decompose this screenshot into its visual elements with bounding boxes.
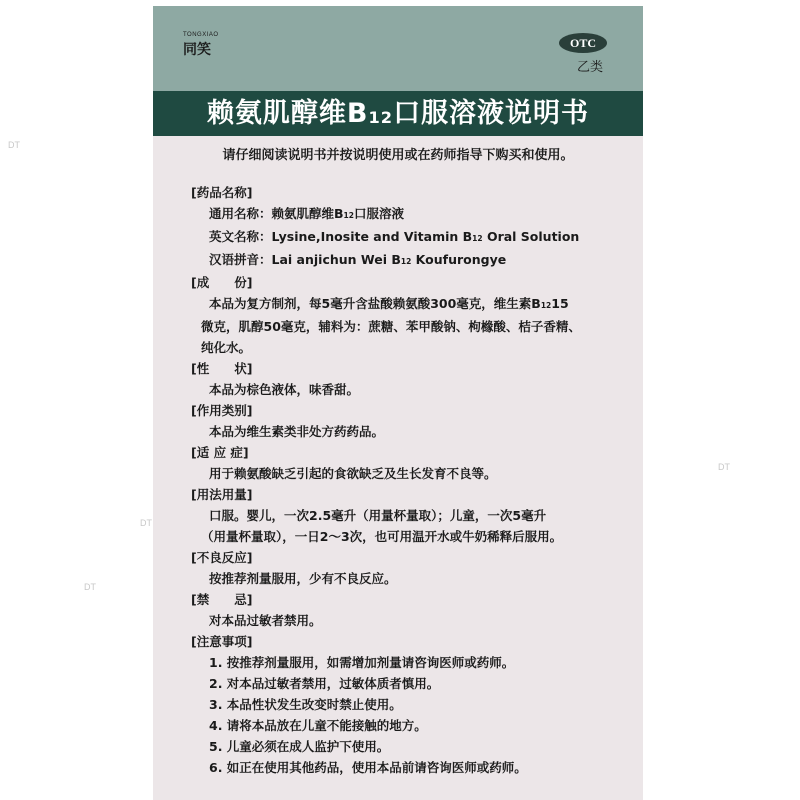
precaution-item: 2. 对本品过敏者禁用，过敏体质者慎用。: [209, 676, 440, 691]
section-heading-name: [药品名称]: [191, 185, 253, 200]
section-heading-contraindications: [禁 忌]: [191, 592, 253, 607]
precaution-item: 1. 按推荐剂量服用，如需增加剂量请咨询医师或药师。: [209, 655, 515, 670]
brand-name: 同笑: [183, 42, 211, 58]
precaution-item: 3. 本品性状发生改变时禁止使用。: [209, 697, 402, 712]
section-heading-dosage: [用法用量]: [191, 487, 253, 502]
section-heading-composition: [成 份]: [191, 275, 253, 290]
precaution-item: 4. 请将本品放在儿童不能接触的地方。: [209, 718, 427, 733]
brand-pinyin: TONGXIAO: [183, 32, 219, 38]
dosage-text: 口服。婴儿，一次2.5毫升（用量杯量取）；儿童，一次5毫升 （用量杯量取），一日2～3次，也可用温开水或牛奶稀释后服用。: [201, 508, 563, 544]
category-text: 本品为维生素类非处方药药品。: [209, 424, 385, 439]
section-heading-category: [作用类别]: [191, 403, 253, 418]
precaution-item: 6. 如正在使用其他药品，使用本品前请咨询医师或药师。: [209, 760, 527, 775]
contraindications-text: 对本品过敏者禁用。: [209, 613, 322, 628]
instruction-leaflet: [153, 6, 643, 800]
watermark: DT: [140, 518, 152, 528]
watermark: DT: [718, 462, 730, 472]
otc-class-label: 乙类: [576, 60, 603, 75]
generic-name: 通用名称：赖氨肌醇维$B_{12}$口服溶液: [209, 206, 404, 221]
usage-notice: 请仔细阅读说明书并按说明使用或在药师指导下购买和使用。: [222, 148, 574, 163]
composition-text: 本品为复方制剂，每5毫升含盐酸赖氨酸300毫克，维生素$B_{12}15$ 微克，肌醇50毫克，辅料为：蔗糖、苯甲酸钠、枸橼酸、桔子香精、 纯化水。: [201, 296, 581, 355]
leaflet-content: [191, 182, 631, 778]
watermark: DT: [84, 582, 96, 592]
pinyin-name: 汉语拼音：Lai anjichun Wei $B_{12}$ Koufurongye: [209, 252, 507, 267]
section-heading-adverse: [不良反应]: [191, 550, 253, 565]
brand-logo: [183, 32, 219, 59]
adverse-text: 按推荐剂量服用，少有不良反应。: [209, 571, 397, 586]
section-heading-precautions: [注意事项]: [191, 634, 253, 649]
otc-badge: OTC: [559, 33, 607, 53]
precaution-item: 5. 儿童必须在成人监护下使用。: [209, 739, 390, 754]
section-heading-appearance: [性 状]: [191, 361, 253, 376]
english-name: 英文名称：Lysine,Inosite and Vitamin $B_{12}$ Oral Solution: [209, 229, 580, 244]
header-band: [153, 6, 643, 91]
indications-text: 用于赖氨酸缺乏引起的食欲缺乏及生长发育不良等。: [209, 466, 497, 481]
watermark: DT: [8, 140, 20, 150]
document-title: 赖氨肌醇维$B_{12}$口服溶液说明书: [153, 91, 643, 136]
appearance-text: 本品为棕色液体，味香甜。: [209, 382, 360, 397]
section-heading-indications: [适 应 症]: [191, 445, 249, 460]
